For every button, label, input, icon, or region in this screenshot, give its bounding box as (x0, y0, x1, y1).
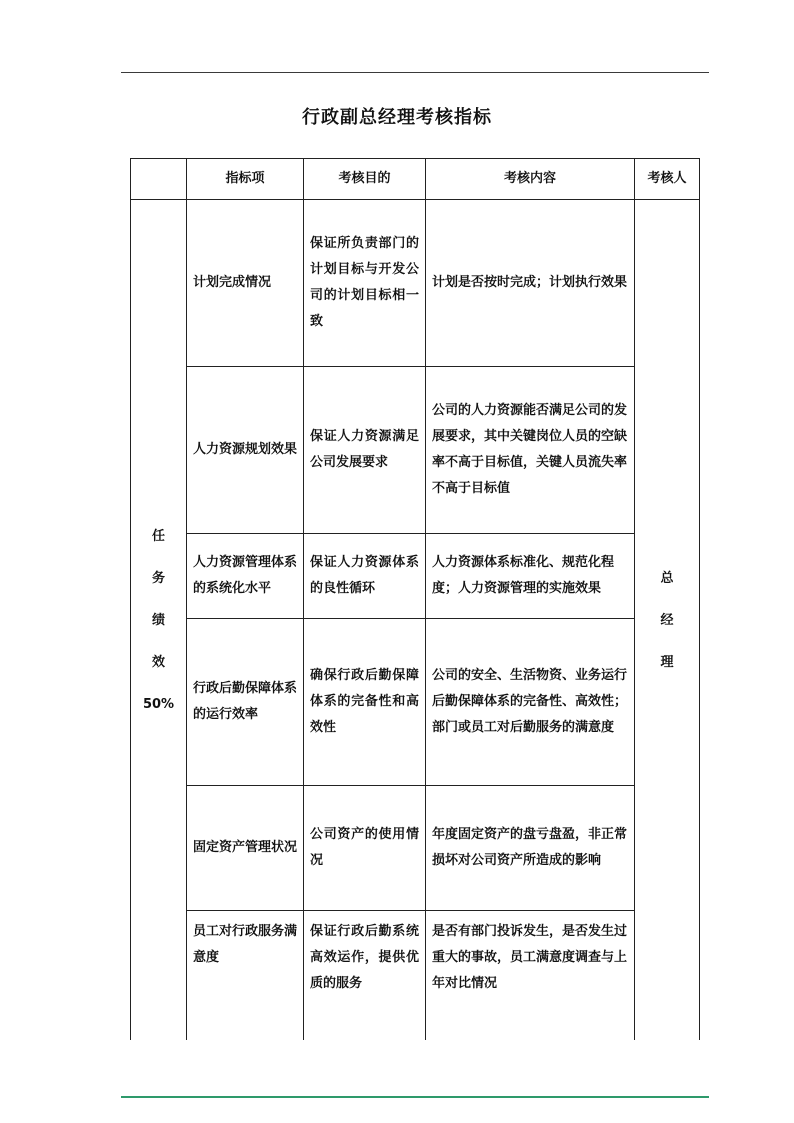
reviewer-char: 经 (660, 612, 674, 628)
content-cell: 年度固定资产的盘亏盘盈，非正常损坏对公司资产所造成的影响 (426, 786, 635, 911)
kpi-table-container (130, 158, 700, 1040)
document-title: 行政副总经理考核指标 (302, 107, 492, 128)
content-cell: 公司的人力资源能否满足公司的发展要求，其中关键岗位人员的空缺率不高于目标值，关键人员流失率不高于目标值 (426, 367, 635, 534)
content-cell: 计划是否按时完成；计划执行效果 (426, 200, 635, 367)
table-row (131, 911, 700, 1041)
purpose-cell: 公司资产的使用情况 (304, 786, 426, 911)
category-char: 效 (151, 654, 165, 670)
header-reviewer: 考核人 (635, 159, 700, 200)
content-cell: 人力资源体系标准化、规范化程度；人力资源管理的实施效果 (426, 534, 635, 619)
category-char: 务 (151, 570, 165, 586)
purpose-cell: 保证行政后勤系统高效运作，提供优质的服务 (304, 911, 426, 1041)
header-content: 考核内容 (426, 159, 635, 200)
reviewer-cell (635, 200, 700, 1041)
category-char: 绩 (151, 612, 165, 628)
table-row (131, 367, 700, 534)
purpose-cell: 保证人力资源体系的良性循环 (304, 534, 426, 619)
kpi-table (130, 158, 700, 1040)
purpose-cell: 确保行政后勤保障体系的完备性和高效性 (304, 619, 426, 786)
purpose-cell: 保证人力资源满足公司发展要求 (304, 367, 426, 534)
indicator-cell: 人力资源规划效果 (187, 367, 304, 534)
indicator-cell: 固定资产管理状况 (187, 786, 304, 911)
category-char: 任 (151, 528, 165, 544)
indicator-cell: 计划完成情况 (187, 200, 304, 367)
table-row (131, 200, 700, 367)
indicator-cell: 员工对行政服务满意度 (187, 911, 304, 1041)
indicator-cell: 行政后勤保障体系的运行效率 (187, 619, 304, 786)
reviewer-char: 理 (660, 654, 674, 670)
table-row (131, 786, 700, 911)
reviewer-char: 总 (660, 570, 674, 586)
table-row (131, 619, 700, 786)
content-cell: 是否有部门投诉发生，是否发生过重大的事故，员工满意度调查与上年对比情况 (426, 911, 635, 1041)
category-weight: 50% (142, 696, 175, 712)
table-row (131, 534, 700, 619)
content-cell: 公司的安全、生活物资、业务运行后勤保障体系的完备性、高效性；部门或员工对后勤服务的满意度 (426, 619, 635, 786)
indicator-cell: 人力资源管理体系的系统化水平 (187, 534, 304, 619)
purpose-cell: 保证所负责部门的计划目标与开发公司的计划目标相一致 (304, 200, 426, 367)
table-header-row (131, 159, 700, 200)
header-rule (121, 72, 709, 73)
header-indicator: 指标项 (187, 159, 304, 200)
category-cell (131, 200, 187, 1041)
footer-rule (121, 1096, 709, 1098)
header-purpose: 考核目的 (304, 159, 426, 200)
header-category (131, 159, 187, 200)
